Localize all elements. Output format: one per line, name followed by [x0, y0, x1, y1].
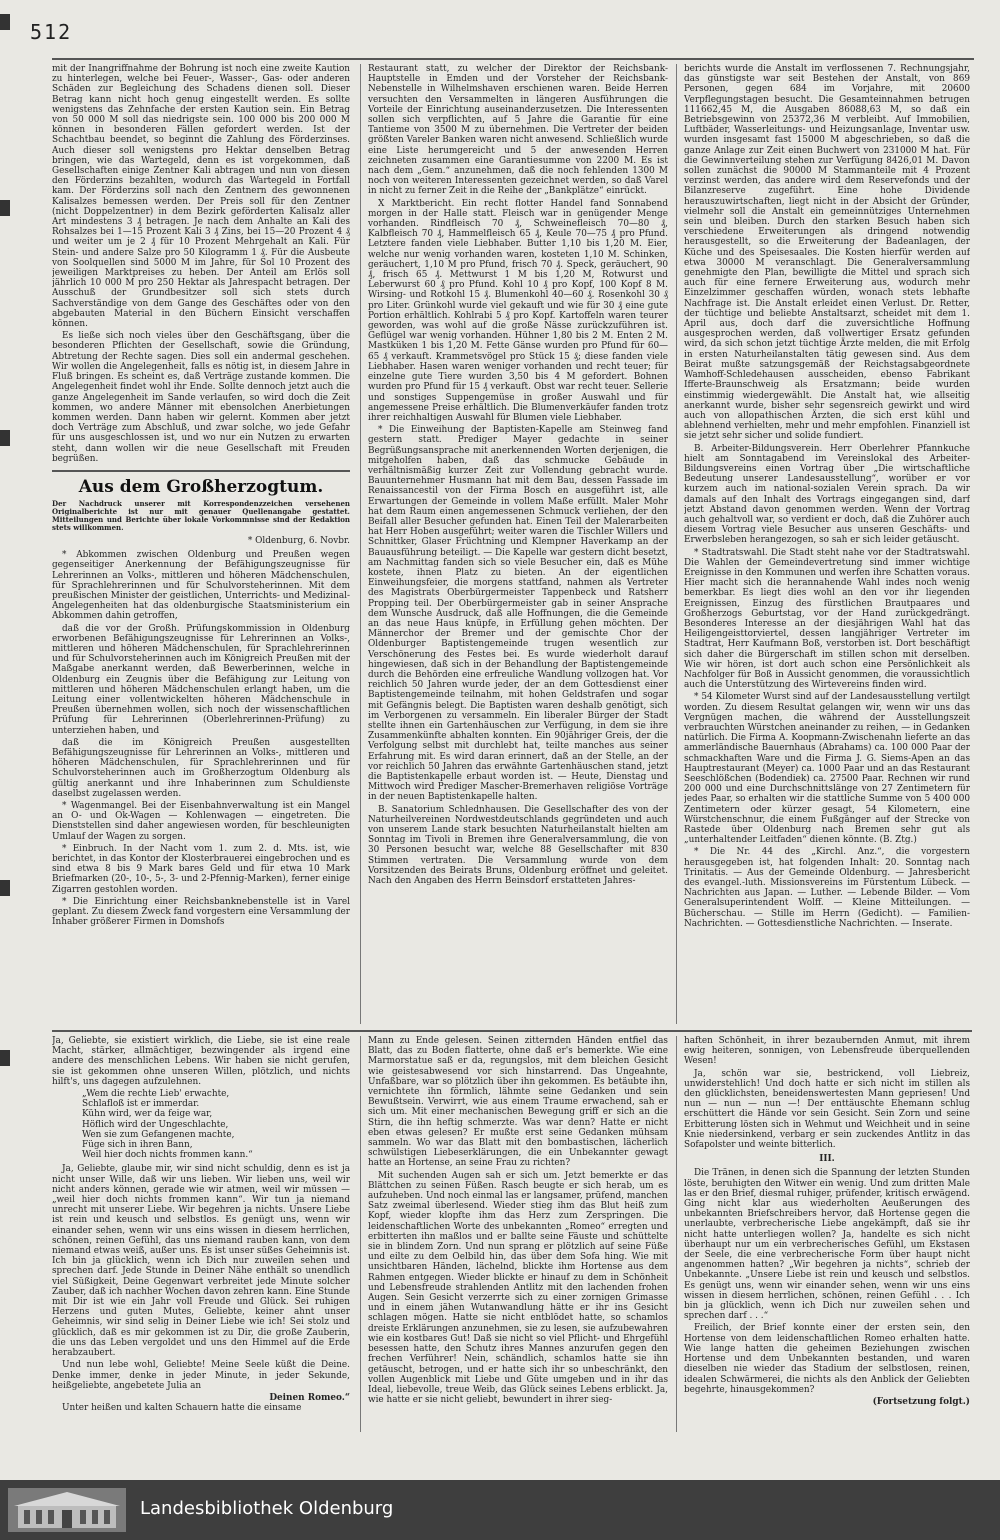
- story-text: Mann zu Ende gelesen. Seinen zitternden Händen entfiel das Blatt, das zu Boden flatterte, ohne daß er's bemerkte. Wie eine Marmorstatue saß er da, regungslos, mit dem bleichen Gesicht wie geistesabwesend vor sich hinstarrend. Das Ungeahnte, Unfaßbare, war so plötzlich über ihn gekommen. Es betäubte ihn, vernichtete ihn förmlich, lähmte seine Gedanken und sein Bewußtsein. Verwirrt, wie aus einem Traume erwachend, sah er sich um. Mit einer mechanischen Bewegung griff er sich an die Stirn, die ihn heftig schmerzte. Was war denn? Hatte er nicht eben etwas gelesen? Er mußte erst seine Gedanken mühsam sammeln. Wo war das Blatt mit den bombastischen, lächerlich schwülstigen Liebeserklärungen, die ein Unbekannter gewagt hatte an Hortense, an seine Frau zu richten?: [368, 1036, 668, 1169]
- edge-mark: [0, 14, 10, 30]
- column-divider: [676, 1036, 677, 1432]
- section-rule: [52, 470, 350, 472]
- article-text: * Wagenmangel. Bei der Eisenbahnverwaltung ist ein Mangel an O- und Ok-Wagen — Kohlenwagen — eingetreten. Die Dienststellen sind daher angewiesen worden, für beschleunigten Umlauf der Wagen zu sorgen.: [52, 801, 350, 842]
- feuilleton-column-1: [52, 1036, 350, 1432]
- column-2: [368, 64, 668, 1024]
- story-text: Unter heißen und kalten Schauern hatte die einsame: [62, 1403, 302, 1414]
- header-rule: [52, 58, 974, 60]
- article-text: * 54 Kilometer Wurst sind auf der Landesausstellung vertilgt worden. Zu diesem Resultat gelangen wir, wenn wir uns das Vergnügen machen, die während der Ausstellungszeit verbrauchten Würstchen aneinander zu reihen, — in Gedanken natürlich. Die Firma A. Koopmann-Zwischenahn lieferte an das ammerländische Bauernhaus (Abrahams) ca. 100 000 Paar der schmackhaften Ware und die Firma J. G. Siems-Apen an das Hauptrestaurant (Meyer) ca. 1000 Paar und an das Restaurant Seeschlößchen (Bodendiek) ca. 27500 Paar. Rechnen wir rund 200 000 und eine Durchschnittslänge von 27 Zentimetern für jedes Paar, so erhalten wir die stattliche Summe von 5 400 000 Zentimetern oder kürzer gesagt, 54 Kilometern, eine Würstchenschnur, die einem Fußgänger auf der Strecke von Rastede über Oldenburg nach Bremen sehr gut als „unterhaltender Leitfaden“ dienen könnte. (B. Ztg.): [684, 692, 970, 846]
- story-text: haften Schönheit, in ihrer bezaubernden Anmut, mit ihrem ewig heiteren, sonnigen, von Lebensfreude überquellenden Wesen!: [684, 1036, 970, 1067]
- library-footer: [0, 1480, 1000, 1540]
- poem-line: Weil hier doch nichts frommen kann.“: [82, 1150, 253, 1161]
- column-3: [684, 64, 970, 1024]
- article-text: Restaurant statt, zu welcher der Direktor der Reichsbank-Hauptstelle in Emden und der Vorsteher der Reichsbank-Nebenstelle in Wilhelmshaven erschienen waren. Beide Herren versuchten den Versammelten in längeren Ausführungen die Vorteile der Einrichtung auseinanderzusetzen. Die Interessenten sollen sich verpflichten, auf 5 Jahre die Garantie für eine Tantieme von 3500 M zu übernehmen. Die Vertreter der beiden größten Vareler Banken waren nicht anwesend. Schließlich wurde eine Liste herumgereicht und 5 der anwesenden Herren zeichneten zusammen eine Garantiesumme von 2200 M. Es ist nach dem „Gem.“ anzunehmen, daß die noch fehlenden 1300 M noch von weiteren Interessenten gezeichnet werden, so daß Varel in nicht zu ferner Zeit in die Reihe der „Bankplätze“ einrückt.: [368, 64, 668, 197]
- poem-line: Kühn wird, wer da feige war,: [82, 1109, 213, 1120]
- column-divider: [360, 1036, 361, 1432]
- article-text: * Die Einrichtung einer Reichsbanknebenstelle ist in Varel geplant. Zu diesem Zweck fand vorgestern eine Versammlung der Inhaber größerer Firmen in Domshofs: [52, 896, 350, 928]
- poem-line: Schlafloß ist er immerdar.: [82, 1099, 200, 1110]
- story-text: Und nun lebe wohl, Geliebte! Meine Seele küßt die Deine. Denke immer, denke in jeder Minute, in jeder Sekunde, heißgeliebte, angebetete Julia an: [52, 1360, 350, 1391]
- edge-mark: [0, 200, 10, 216]
- poem-line: Füge sich in ihren Bann,: [82, 1140, 193, 1151]
- article-text: * Stadtratswahl. Die Stadt steht nahe vor der Stadtratswahl. Die Wahlen der Gemeindevertretung sind immer wichtige Ereignisse in den Kommunen und werfen ihre Schatten voraus. Hier macht sich die herannahende Wahl indes noch wenig bemerkbar. Es liegt dies wohl an den vor ihr liegenden Ereignissen, Einzug des fürstlichen Brautpaares und Großherzogs Geburtstag, vor der Hand zurückgedrängt. Besonderes Interesse an der diesjährigen Wahl hat das Heiligengeisttorviertel, dessen langjähriger Vertreter im Stadtrat, Herr Kaufmann Boß, verstorben ist. Dort beschäftigt sich daher die Bürgerschaft im stillen schon mit derselben. Wie wir hören, ist dort auch schon eine Persönlichkeit als Nachfolger für Boß in Aussicht genommen, die voraussichtlich auch die Unterstützung des Wirtevereins finden wird.: [684, 547, 970, 691]
- poem-line: „Wem die rechte Lieb' erwachte,: [82, 1089, 230, 1100]
- story-text: Ja, Geliebte, glaube mir, wir sind nicht schuldig, denn es ist ja nicht unser Wille, daß wir uns lieben. Wir lieben uns, weil wir nicht anders können, gerade wie wir atmen, weil wir müssen — „weil hier doch nichts frommen kann“. Wir tun ja niemand unrecht mit unserer Liebe. Wir begehren ja nichts. Unsere Liebe ist rein und keusch und selbstlos. Es genügt uns, wenn wir einander sehen, wenn wir uns eins wissen in diesem herrlichen, schönen, reinen Gefühl, das uns niemand rauben kann, von dem niemand etwas weiß, außer uns. Es ist unser süßes Geheimnis ist. Ich bin ja glücklich, wenn ich Dich nur zuweilen sehen und sprechen darf. Jede Stunde in Deiner Nähe enthält so unendlich viel Süßigkeit, Deine Gegenwart verbreitet jede Minute solcher Zauber, daß ich nachher Wochen davon zehren kann. Eine Stunde mit Dir ist wie ein Jahr voll Freude und Glück. Sei ruhigen Herzens und guten Mutes, Geliebte, keiner ahnt unser Geheimnis, wir sind selig in Deiner Liebe wie ich! Sei stolz und glücklich, daß es mir gekommen ist zu Dir, die große Zauberin, die uns das Leben vergoldet und uns den Himmel auf die Erde herabzaubert.: [52, 1164, 350, 1359]
- story-text: Mit suchenden Augen sah er sich um. Jetzt bemerkte er das Blättchen zu seinen Füßen. Rasch beugte er sich herab, um es aufzuheben. Und noch einmal las er langsamer, prüfend, manchen Satz zweimal überlesend. Wieder stieg ihm das Blut heiß zum Kopf, wieder klopfte ihm das Herz zum Zerspringen. Die leidenschaftlichen Worte des unbekannten „Romeo“ erregten und erbitterten ihn maßlos und er ballte seine Fäuste und schüttelte sie in blindem Zorn. Und nun sprang er plötzlich auf seine Füße und eilte zu dem Oelbild hin, das über dem Sofa hing. Wie mit unsichtbaren Händen, lächelnd, blickte ihm Hortense aus dem Rahmen entgegen. Wieder blickte er hinauf zu dem in Schönheit und Lebensfreude strahlenden Antlitz mit den lachenden frohen Augen. Sein Gesicht verzerrte sich zu einer zornigen Grimasse und in einem jähen Wutanwandlung hätte er ihr ins Gesicht schlagen mögen. Hatte sie nicht entblödet hatte, so schamlos dreiste Erklärungen anzunehmen, sie zu lesen, sie aufzubewahren wie ein kostbares Gut! Daß sie nicht so viel Pflicht- und Ehrgefühl besessen hatte, den Schutz ihres Mannes anzurufen gegen den frechen Verführer! Nein, schändlich, schamlos hatte sie ihn getäuscht, betrogen, und er hatte sich ihr so unbeschränkt, den vollen Augenblick mit Liebe und Güte umgeben und in ihr das Ideal, liebevolle, treue Weib, das Glück seines Lebens erblickt. Ja, wie hatte er sie nicht geliebt, bewundert in ihrer sieg-: [368, 1170, 668, 1406]
- poem-line: Höflich wird der Ungeschlachte,: [82, 1119, 229, 1130]
- article-text: * Die Nr. 44 des „Kirchl. Anz.“, die vorgestern herausgegeben ist, hat folgenden Inhalt: 20. Sonntag nach Trinitatis. — Aus der Gemeinde Oldenburg. — Jahresbericht des evangel.-luth. Missionsvereins im Fürstentum Lübeck. — Nachrichten aus Japan. — Luther. — Lebende Bilder. — Vom Generalsuperintendent Wolff. — Kleine Mitteilungen. — Bücherschau. — Stille im Herrn (Gedicht). — Familien-Nachrichten. — Gottesdienstliche Nachrichten. — Inserate.: [684, 847, 970, 929]
- column-divider: [360, 64, 361, 1024]
- story-text: Ja, Geliebte, sie existiert wirklich, die Liebe, sie ist eine reale Macht, stärker, allmächtiger, bezwingender als irgend eine andere des menschlichen Lebens. Wir haben sie nicht gerufen, sie ist gekommen ohne unseren Willen, plötzlich, und nichts hilft's, uns dagegen aufzulehnen.: [52, 1036, 350, 1087]
- library-name: Landesbibliothek Oldenburg: [140, 1498, 394, 1519]
- edge-mark: [0, 430, 10, 446]
- story-text: Ja, schön war sie, bestrickend, voll Liebreiz, unwiderstehlich! Und doch hatte er sich nicht im stillen als den glücklichsten, beneidenswertesten Mann gepriesen! Und nun — nun — nun —! Der enttäuschte Ehemann schlug erschüttert die Hände vor sein Gesicht. Sein Zorn und seine Erbitterung lösten sich in Wehmut und Weichheit und in seine Knie niedersinkend, verbarg er sein zuckendes Antlitz in das Sofapolster und weinte bitterlich.: [684, 1068, 970, 1151]
- article-text: Es ließe sich noch vieles über den Geschäftsgang, über die besonderen Pflichten der Gesellschaft, sowie die Gründung, Abtretung der Rechte sagen. Dies soll ein andermal geschehen. Wir wollen die Angelegenheit, falls es nötig ist, in diesem Jahre in Fluß bringen. Es scheint es, daß Verträge zustande kommen. Die Angelegenheit findet wohl ihr Ende. Sollte dennoch jetzt auch die ganze Angelegenheit im Sande verlaufen, so wird doch die Zeit kommen, wo andere Männer mit ebensolchen Anerbietungen kommen werden. Dann haben wir gelernt. Kommen aber jetzt doch Verträge zum Abschluß, und zwar solche, wo jede Gefahr für uns ausgeschlossen ist, und wo nur ein Nutzen zu erwarten steht, dann wollen wir die neue Gesellschaft mit Freuden begrüßen.: [52, 331, 350, 464]
- feuilleton-rule: [52, 1030, 972, 1032]
- continuation-note: (Fortsetzung folgt.): [872, 1396, 970, 1407]
- section-note: Der Nachdruck unserer mit Korrespondenzzeichen versehenen Originalberichte ist nur mit genauer Quellenangabe gestattet. Mitteilungen und Berichte über lokale Vorkommnisse sind der Redaktion stets willkommen.: [52, 498, 350, 532]
- feuilleton-column-2: [368, 1036, 668, 1432]
- letter-signature: Deinen Romeo.“: [269, 1392, 350, 1403]
- article-text: B. Arbeiter-Bildungsverein. Herr Oberlehrer Pfannkuche hielt am Sonntagabend im Vereinslokal des Arbeiter-Bildungsvereins einen Vortrag über „Die wirtschaftliche Bedeutung unserer Landesausstellung“, worüber er vor kurzem auch im national-sozialen Verein sprach. Da wir damals auf den Inhalt des Vortrags eingegangen sind, darf jetzt Abstand davon genommen werden. Wenn der Vortrag auch gehaltvoll war, so verdient er doch, daß die Zuhörer auch diesem Vortrag viele Besucher aus unseren Geschäfts- und Erwerbsleben herangezogen, so sah er sich leider getäuscht.: [684, 443, 970, 546]
- section-title: Aus dem Großherzogtum.: [78, 476, 324, 497]
- article-text: * Die Einweihung der Baptisten-Kapelle am Steinweg fand gestern statt. Prediger Mayer gedachte in seiner Begrüßungsansprache mit anerkennenden Worten derjenigen, die mitgeholfen haben, daß das schmucke Gebäude in verhältnismäßig kurzer Zeit zur Vollendung gebracht wurde. Bauunternehmer Husmann hat mit dem Bau, dessen Fassade im Renaissancestil von der Firma Bosch en ausgeführt ist, alle Erwartungen der Gemeinde in vollem Maße erfüllt. Maler Mohr hat dem Raum einen angemessenen Schmuck verliehen, der den Beifall aller Besucher gefunden hat. Einen Teil der Malerarbeiten hat Herr Hoben ausgeführt; weiter waren die Tischler Willers und Schnittker, Glaser Früchtning und Klempner Haverkamp an der Bauausführung beteiligt. — Die Kapelle war gestern dicht besetzt, am Nachmittag fanden sich so viele Besucher ein, daß es Mühe kostete, ihnen Platz zu bieten. An der eigentlichen Einweihungsfeier, die morgens stattfand, nahmen als Vertreter des Magistrats Oberbürgermeister Tappenbeck und Ratsherr Propping teil. Der Oberbürgermeister gab in seiner Ansprache dem Wunsche Ausdruck, daß alle Hoffnungen, die die Gemeinde an das neue Haus knüpfe, in Erfüllung gehen möchten. Der Männerchor der Bremer und der gemischte Chor der Oldenburger Baptistengemeinde trugen wesentlich zur Verschönerung des Festes bei. Es wurde wiederholt darauf hingewiesen, daß sich in der Behandlung der Baptistengemeinde durch die Behörden eine erfreuliche Wandlung vollzogen hat. Vor reichlich 50 Jahren wurde jeder, der an dem Gottesdienst einer Baptistengemeinde teilnahm, mit hohen Geldstrafen und sogar mit Gefängnis belegt. Die Baptisten waren deshalb genötigt, sich im Verborgenen zu versammeln. Ein liberaler Bürger der Stadt stellte ihnen ein Gartenhäuschen zur Verfügung, in dem sie ihre Zusammenkünfte abhalten konnten. Ein 90jähriger Greis, der die Verfolgung selbst mit durchlebt hat, teilte manches aus seiner Erfahrung mit. Es wird daran erinnert, daß an der Stelle, an der vor reichlich 50 Jahren das erwähnte Gartenhäuschen stand, jetzt die Baptistenkapelle erbaut worden ist. — Heute, Dienstag und Mittwoch wird Prediger Mascher-Bremerhaven religiöse Vorträge in der neuen Baptistenkapelle halten.: [368, 425, 668, 803]
- article-text: daß die vor der Großh. Prüfungskommission in Oldenburg erworbenen Befähigungszeugnisse für Lehrerinnen an Volks-, mittleren und höheren Mädchenschulen, für Sprachlehrerinnen und für Schulvorsteherinnen auch im Königreich Preußen mit der Maßgabe anerkannt werden, daß Bewerberinnen, welche in Oldenburg ein Zeugnis über die Befähigung zur Leitung von mittleren und höheren Mädchenschulen erlangt haben, um die Leitung einer vollentwickelten höheren Mädchenschule in Preußen übernehmen wollen, sich noch der wissenschaftlichen Prüfung für Lehrerinnen (Oberlehrerinnen-Prüfung) zu unterziehen haben, und: [52, 623, 350, 736]
- edge-mark: [0, 1050, 10, 1066]
- poem-line: Wen sie zum Gefangenen machte,: [82, 1129, 235, 1140]
- page-number: 512: [30, 20, 73, 44]
- article-text: berichts wurde die Anstalt im verflossenen 7. Rechnungsjahr, das günstigste war seit Bestehen der Anstalt, von 869 Personen, gegen 684 im Vorjahre, mit 20600 Verpflegungstagen besucht. Die Gesamteinnahmen betrugen 111662,45 M, die Ausgaben 86088,63 M, so daß ein Betriebsgewinn von 25372,36 M verbleibt. Auf Immobilien, Luftbäder, Wasserleitungs- und Heizungsanlage, Inventar usw. wurden insgesamt fast 15000 M abgeschrieben, so daß die ganze Anlage zur Zeit einen Buchwert von 231000 M hat. Für die Gewinnverteilung stehen zur Verfügung 8426,01 M. Davon sollen zunächst die 90000 M Stammanteile mit 4 Prozent verzinst werden, das andere wird dem Reservefonds und der Bilanzreserve zugeführt. Eine hohe Dividende herauszuwirtschaften, liegt nicht in der Absicht der Gründer, vielmehr soll die Anstalt ein gemeinnütziges Unternehmen sein und bleiben. Durch den starken Besuch haben sich verschiedene Erweiterungen als dringend notwendig herausgestellt, so die Erweiterung der Badeanlagen, der Küche und des Speisesaales. Die Kosten hierfür werden auf etwa 30000 M veranschlagt. Die Generalversammlung genehmigte den Plan, bewilligte die Mittel und sprach sich auch für eine fernere Erweiterung aus, wodurch mehr Einzelzimmer geschaffen würden, wonach stets lebhafte Nachfrage ist. Die Anstalt erleidet einen Verlust. Dr. Retter, der tüchtige und beliebte Anstaltsarzt, scheidet mit dem 1. April aus, doch darf die zuversichtliche Hoffnung ausgesprochen werden, daß vollwertiger Ersatz gefunden wird, da sich schon jetzt tüchtige Ärzte melden, die mit Erfolg in ersten Naturheilanstalten tätig gewesen sind. Aus dem Beirat mußte satzungsgemäß der Reichstagsabgeordnete Wamhoff-Schledehausen ausscheiden, ebenso Fabrikant Ifferte-Braunschweig als Ersatzmann; beide wurden einstimmig wiedergewählt. Die Anstalt hat, wie allseitig anerkannt wurde, bisher sehr segensreich gewirkt und wird auch von allopathischen Ärzten, die sich erst kühl und ablehnend verhielten, mehr und mehr empfohlen. Finanziell ist sie jetzt sehr sicher und solide fundiert.: [684, 64, 970, 442]
- edge-mark: [0, 880, 10, 896]
- chapter-heading: III.: [819, 1154, 835, 1165]
- column-1: [52, 64, 350, 1024]
- story-text: Freilich, der Brief konnte einer der ersten sein, den Hortense von dem leidenschaftlichen Romeo erhalten hatte. Wie lange hatten die geheimen Beziehungen zwischen Hortense und dem Unbekannten bestanden, und waren dieselben nie wieder das Stadium der selbstlosen, reinen, idealen Schwärmerei, die nichts als den Anblick der Geliebten begehrte, hinausgekommen?: [684, 1323, 970, 1395]
- article-text: mit der Inangriffnahme der Bohrung ist noch eine zweite Kaution zu hinterlegen, welche bei Feuer-, Wasser-, Gas- oder anderen Schäden zur Begleichung des Schadens dienen soll. Dieser Betrag kann nicht hoch genug eingestellt werden. Es sollte wenigstens das Zehnfache der ersten Kaution sein. Ein Betrag von 50 000 M soll das niedrigste sein. 100 000 bis 200 000 M können in besonderen Fällen gefordert werden. Ist der Schachtbau beendet, so beginnt die Zahlung des Förderzinses. Auch dieser soll wenigstens pro Hektar denselben Betrag bringen, wie das Wartegeld, denn es ist vorgekommen, daß Gesellschaften einige Zentner Kali abtragen und nun von diesen den Förderzins bezahlten, wodurch das Wartegeld in Fortfall kam. Der Förderzins soll nach den Zentnern des gewonnenen Kalisalzes bemessen werden. Der Preis soll für den Zentner (nicht Doppelzentner) in dem Bezirk geförderten Kalisalz aller Art mindestens 3 ₰ betragen. Je nach dem Anhalte an Kali des Rohsalzes bei 1—15 Prozent Kali 3 ₰ Zins, bei 15—20 Prozent 4 ₰ und weiter um je 2 ₰ für 10 Prozent Mehrgehalt an Kali. Für Stein- und andere Salze pro 50 Kilogramm 1 ₰. Für die Ausbeute von Soolquellen sind 5000 M im Jahre, für Sol 10 Prozent des jeweiligen Marktpreises zu heben. Der Anteil am Erlös soll jährlich 10 000 M pro 250 Hektar als Jahrespacht betragen. Der Ausschuß der Grundbesitzer soll sich stets durch Sachverständige von dem Gange des Geschäftes oder von den abgebauten Material in den Büchern Einsicht verschaffen können.: [52, 64, 350, 330]
- column-divider: [676, 64, 677, 1024]
- dateline: * Oldenburg, 6. Novbr.: [247, 535, 350, 546]
- article-text: daß die im Königreich Preußen ausgestellten Befähigungszeugnisse für Lehrerinnen an Volks-, mittleren und höheren Mädchenschulen, für Sprachlehrerinnen und für Schulvorsteherinnen auch im Großherzogtum Oldenburg als gültig anerkannt und ihre Inhaberinnen zum Schuldienste daselbst zugelassen werden.: [52, 737, 350, 799]
- article-text: * Abkommen zwischen Oldenburg und Preußen wegen gegenseitiger Anerkennung der Befähigungszeugnisse für Lehrerinnen an Volks-, mittleren und höheren Mädchenschulen, für Sprachlehrerinnen und für Schulvorsteherinnen. Mit dem preußischen Minister der geistlichen, Unterrichts- und Medizinal-Angelegenheiten hat das oldenburgische Staatsministerium ein Abkommen dahin getroffen,: [52, 550, 350, 622]
- article-text: B. Sanatorium Schlednhausen. Die Gesellschafter des von der Naturheilvereinen Nordwestdeutschlands gegründeten und auch von unserem Lande stark besuchten Naturheilanstalt hielten am Sonntag im Tivoli in Bremen ihre Generalversammlung, die von 30 Personen besucht war, welche 88 Gesellschafter mit 830 Stimmen vertraten. Die Versammlung wurde von dem Vorsitzenden des Beirats Bruns, Oldenburg eröffnet und geleitet. Nach den Angaben des Herrn Beinsdorf erstatteten Jahres-: [368, 804, 668, 887]
- article-text: * Einbruch. In der Nacht vom 1. zum 2. d. Mts. ist, wie berichtet, in das Kontor der Klosterbrauerei eingebrochen und es sind etwa 8 bis 9 Mark bares Geld und für etwa 10 Mark Briefmarken (20-, 10-, 5-, 3- und 2-Pfennig-Marken), ferner einige Zigarren gestohlen worden.: [52, 843, 350, 895]
- article-text: X Marktbericht. Ein recht flotter Handel fand Sonnabend morgen in der Halle statt. Fleisch war in genügender Menge vorhanden. Rindfleisch 70 ₰, Schweinefleisch 70—80 ₰, Kalbfleisch 70 ₰, Hammelfleisch 65 ₰, Keule 70—75 ₰ pro Pfund. Letztere fanden viele Liebhaber. Butter 1,10 bis 1,20 M. Eier, welche nur wenig vorhanden waren, kosteten 1,10 M. Schinken, geräuchert, 1,10 M pro Pfund, frisch 70 ₰. Speck, geräuchert, 90 ₰, frisch 65 ₰. Mettwurst 1 M bis 1,20 M, Rotwurst und Leberwurst 60 ₰ pro Pfund. Kohl 10 ₰ pro Kopf, 100 Kopf 8 M. Wirsing- und Rotkohl 15 ₰. Blumenkohl 40—60 ₰. Rosenkohl 30 ₰ pro Liter. Grünkohl wurde viel gekauft und wie für 30 ₰ eine gute Portion erhältlich. Kohlrabi 5 ₰ pro Kopf. Kartoffeln waren teurer geworden, was wohl auf die große Nässe zurückzuführen ist. Geflügel war wenig vorhanden. Hühner 1,80 bis 2 M. Enten 2 M. Mastküken 1 bis 1,20 M. Fette Gänse wurden pro Pfund für 60—65 ₰ verkauft. Krammetsvögel pro Stück 15 ₰; diese fanden viele Liebhaber. Hasen waren weniger vorhanden und recht teuer; für einzelne gute Tiere wurden 3,50 bis 4 M gefordert. Bohnen wurden pro Pfund für 15 ₰ verkauft. Obst war recht teuer. Sellerie und sonstiges Suppengemüse in großer Auswahl und für angemessene Preise erhältlich. Die Blumenverkäufer fanden trotz ihrer reichhaltigen Auswahl für Blumen viele Liebhaber.: [368, 198, 668, 423]
- poem: [82, 1089, 350, 1160]
- story-text: Die Tränen, in denen sich die Spannung der letzten Stunden löste, beruhigten den Witwer ein wenig. Und zum dritten Male las er den Brief, diesmal ruhiger, prüfender, kritisch erwägend. Ging nicht klar aus wiederholten Aeußerungen des unbekannten Briefschreibers hervor, daß Hortense gegen die unerlaubte, verbrecherische Liebe angekämpft, daß sie ihr nicht hatte unterliegen wollen? Ja, handelte es sich nicht überhaupt nur um ein verbrecherisches Gefühl, um Ekstasen der Seele, die eine verbrecherische Form über haupt nicht angenommen hatten? „Wir begehren ja nichts“, schrieb der Unbekannte. „Unsere Liebe ist rein und keusch und selbstlos. Es genügt uns, wenn wir einander sehen, wenn wir uns eins wissen in diesem herrlichen, schönen, reinen Gefühl . . . Ich bin ja glücklich, wenn ich Dich nur zuweilen sehen und sprechen darf . . .“: [684, 1168, 970, 1322]
- library-building-logo: [8, 1488, 126, 1532]
- feuilleton-column-3: [684, 1036, 970, 1432]
